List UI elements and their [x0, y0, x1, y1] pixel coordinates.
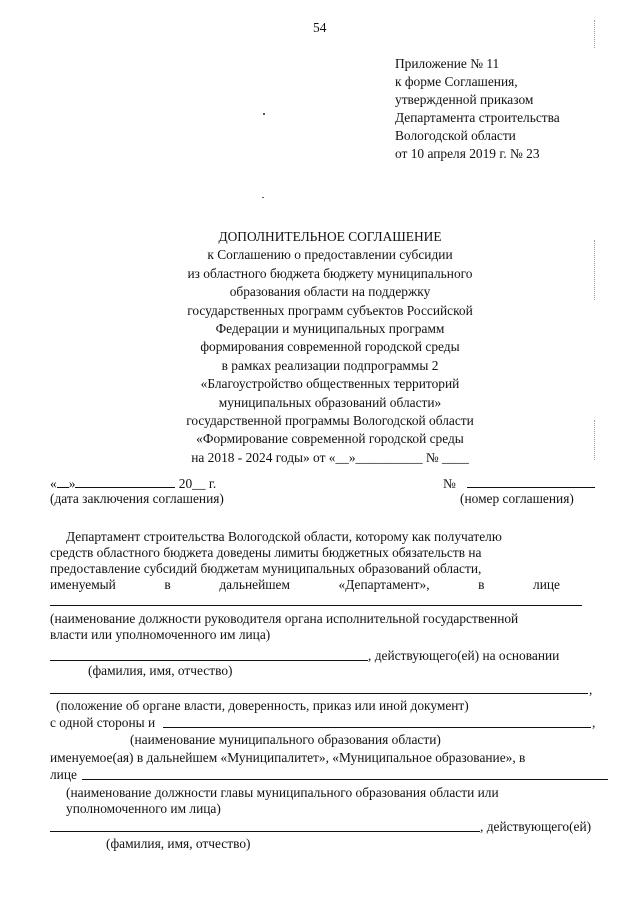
caption-fio: (фамилия, имя, отчество) [88, 663, 233, 678]
comma: , [589, 682, 593, 697]
document-title [140, 228, 520, 467]
head-fio-blank[interactable] [50, 831, 480, 832]
scan-mark [594, 420, 596, 460]
scan-mark [594, 240, 596, 300]
director-fio-blank[interactable] [50, 660, 368, 661]
appendix-line: утвержденной приказом [395, 92, 534, 107]
caption-head-position: (наименование должности главы муниципального образования области или [66, 785, 499, 800]
page-number: 54 [313, 20, 327, 35]
caption-head-position: уполномоченного им лица) [66, 801, 221, 816]
title-line: «Благоустройство общественных территорий [200, 376, 460, 392]
director-position-blank[interactable] [50, 605, 582, 606]
title-line: государственной программы Вологодской области [186, 413, 474, 429]
comma: , [592, 715, 596, 730]
agreement-number-blank[interactable] [467, 476, 595, 488]
basis-document-blank[interactable] [50, 693, 588, 694]
number-caption: (номер соглашения) [460, 491, 574, 506]
title-heading: ДОПОЛНИТЕЛЬНОЕ СОГЛАШЕНИЕ [218, 229, 442, 244]
caption-basis-document: (положение об органе власти, доверенность, приказ или иной документ) [56, 698, 469, 713]
acting-basis-text: , действующего(ей) на основании [368, 648, 560, 663]
caption-director-position: власти или уполномоченного им лица) [50, 627, 271, 642]
title-line: «Формирование современной городской среды [196, 431, 464, 447]
title-line: формирования современной городской среды [200, 339, 460, 355]
caption-fio: (фамилия, имя, отчество) [106, 836, 251, 851]
title-line: из областного бюджета бюджету муниципального [187, 265, 473, 281]
number-sign: № [443, 476, 456, 491]
year-text: 20__ г. [178, 476, 217, 491]
title-line: образования области на поддержку [229, 284, 431, 300]
appendix-line: к форме Соглашения, [395, 74, 518, 89]
named-municipality-text: именуемое(ая) в дальнейшем «Муниципалитет», «Муниципальное образование», в [50, 750, 526, 765]
title-line: государственных программ субъектов Российской [187, 302, 473, 318]
date-caption: (дата заключения соглашения) [50, 491, 224, 506]
appendix-line: Департамента строительства [395, 110, 560, 125]
caption-director-position: (наименование должности руководителя органа исполнительной государственной [50, 611, 519, 626]
title-line: на 2018 - 2024 годы» от «__»__________ № ____ [191, 449, 469, 465]
acting-text: , действующего(ей) [480, 819, 592, 834]
body-line: средств областного бюджета доведены лимиты бюджетных обязательств на [50, 545, 482, 560]
municipality-name-blank[interactable] [163, 727, 591, 728]
person-text: лице [50, 767, 77, 782]
one-side-text: с одной стороны и [50, 715, 156, 730]
caption-municipality-name: (наименование муниципального образования области) [130, 732, 441, 747]
month-blank[interactable] [75, 476, 175, 488]
title-line: к Соглашению о предоставлении субсидии [207, 247, 453, 263]
appendix-line: от 10 апреля 2019 г. № 23 [395, 146, 540, 161]
agreement-number-field [443, 476, 595, 491]
title-line: в рамках реализации подпрограммы 2 [221, 357, 439, 373]
body-line: предоставление субсидий бюджетам муниципальных образований области, [50, 561, 482, 576]
day-blank[interactable] [57, 476, 69, 488]
head-position-blank[interactable] [82, 779, 608, 780]
appendix-line: Приложение № 11 [395, 56, 500, 71]
body-line-named: именуемый в дальнейшем «Департамент», в лице [50, 577, 560, 592]
title-line: Федерации и муниципальных программ [215, 321, 445, 337]
body-line: Департамент строительства Вологодской области, которому как получателю [66, 529, 502, 544]
appendix-line: Вологодской области [395, 128, 516, 143]
scan-speck [263, 113, 265, 115]
scan-speck [262, 197, 264, 198]
scan-mark [594, 20, 596, 48]
date-field: « » 20__ г. [50, 476, 217, 491]
title-line: муниципальных образований области» [218, 394, 442, 410]
